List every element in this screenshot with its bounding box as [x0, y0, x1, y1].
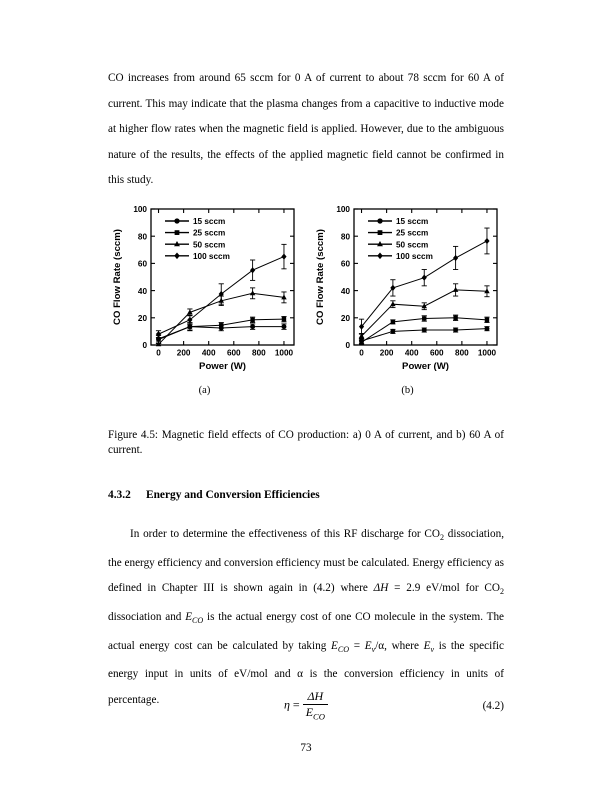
svg-text:CO Flow Rate (sccm): CO Flow Rate (sccm) [315, 229, 326, 325]
ev-subscript-1: v [371, 644, 376, 654]
svg-text:Power (W): Power (W) [199, 361, 246, 372]
chart-a-svg [108, 198, 301, 383]
section-title: Energy and Conversion Efficiencies [146, 489, 320, 501]
svg-text:100: 100 [336, 205, 350, 215]
svg-text:400: 400 [404, 348, 419, 358]
charts-row [108, 198, 504, 396]
svg-text:15 sccm: 15 sccm [193, 217, 226, 227]
svg-text:20: 20 [340, 314, 350, 323]
figure-4-5 [108, 198, 504, 396]
svg-text:600: 600 [226, 348, 241, 358]
equation-tag: (4.2) [482, 700, 504, 712]
eco-subscript-2: CO [337, 644, 350, 654]
text-run-5: is the actual energy cost of one CO molecule in the system. The actual energy cost can be calculated by taking [108, 610, 504, 652]
fraction [303, 690, 328, 721]
denominator-var: E [305, 704, 314, 719]
eco-subscript-1: CO [192, 616, 204, 626]
intro-paragraph: CO increases from around 65 sccm for 0 A of current to about 78 sccm for 60 A of current. This may indicate that the plasma changes from a capacitive to inductive mode at higher flow rates when the magnetic field is applied. However, due to the ambiguous nature of the results, the effects of the applied magnetic field cannot be confirmed in this study. [108, 72, 504, 186]
subcaption-a: (a) [198, 385, 211, 396]
svg-text:60: 60 [340, 259, 350, 269]
svg-text:1000: 1000 [274, 348, 294, 358]
denominator-sub: CO [313, 710, 326, 721]
subcaption-b: (b) [401, 385, 414, 396]
section-heading [108, 489, 504, 501]
eco-symbol-2: E [331, 639, 338, 652]
text-run-7: /α, where [375, 639, 424, 652]
svg-text:800: 800 [252, 348, 266, 358]
svg-text:200: 200 [176, 348, 191, 358]
co2-subscript-1: 2 [439, 533, 444, 543]
text-run-4: dissociation and [108, 610, 186, 623]
svg-text:50 sccm: 50 sccm [396, 240, 429, 250]
text-run-2: dissociation, the energy efficiency and conversion efficiency must be calculated. Energy efficiency as defined in Chapter III is shown again in (4.2) where [108, 528, 504, 595]
svg-text:20: 20 [137, 314, 147, 323]
svg-text:0: 0 [345, 341, 350, 351]
section-paragraph [108, 522, 504, 713]
svg-text:80: 80 [340, 232, 350, 242]
section-number: 4.3.2 [108, 489, 131, 501]
chart-panel-a [108, 198, 301, 396]
svg-text:50 sccm: 50 sccm [193, 240, 226, 250]
chart-panel-b [311, 198, 504, 396]
svg-text:1000: 1000 [477, 348, 497, 358]
page-number: 73 [300, 742, 312, 754]
svg-text:60: 60 [137, 259, 147, 269]
ev-subscript-2: v [430, 644, 435, 654]
svg-text:80: 80 [137, 232, 147, 242]
equals-sign: = [292, 697, 300, 712]
svg-text:200: 200 [379, 348, 394, 358]
svg-text:40: 40 [137, 286, 147, 296]
equation-4-2 [108, 690, 504, 730]
text-run-1: In order to determine the effectiveness of this RF discharge for CO [130, 528, 440, 540]
text-run-8: is the specific energy input in units of eV/mol and α is the conversion efficiency in units of percentage. [108, 639, 504, 706]
fraction-denominator [303, 705, 328, 721]
fraction-numerator: ΔH [303, 690, 328, 705]
svg-text:40: 40 [340, 286, 350, 296]
svg-text:100 sccm: 100 sccm [396, 251, 433, 261]
svg-text:25 sccm: 25 sccm [396, 228, 429, 238]
svg-text:25 sccm: 25 sccm [193, 228, 226, 238]
svg-text:15 sccm: 15 sccm [396, 217, 429, 227]
svg-text:100: 100 [133, 205, 147, 215]
eta-symbol: η [283, 697, 290, 712]
svg-text:0: 0 [359, 348, 364, 358]
svg-text:0: 0 [142, 341, 147, 351]
svg-text:600: 600 [429, 348, 444, 358]
svg-text:400: 400 [201, 348, 216, 358]
svg-text:100 sccm: 100 sccm [193, 251, 230, 261]
equation-body [108, 690, 504, 721]
svg-text:0: 0 [156, 348, 161, 358]
text-run-6: = [349, 639, 365, 652]
ev-symbol-1: E [364, 639, 372, 652]
svg-text:Power (W): Power (W) [402, 361, 449, 372]
co2-subscript-2: 2 [499, 587, 504, 597]
eco-symbol-1: E [185, 610, 193, 623]
text-run-3: = 2.9 eV/mol for CO [388, 582, 500, 595]
chart-b-svg [311, 198, 504, 383]
ev-symbol-2: E [423, 639, 431, 652]
svg-text:CO Flow Rate (sccm): CO Flow Rate (sccm) [112, 229, 123, 325]
delta-h-symbol: ΔH [373, 582, 389, 595]
figure-caption: Figure 4.5: Magnetic field effects of CO production: a) 0 A of current, and b) 60 A of current. [108, 429, 504, 456]
svg-text:800: 800 [455, 348, 469, 358]
